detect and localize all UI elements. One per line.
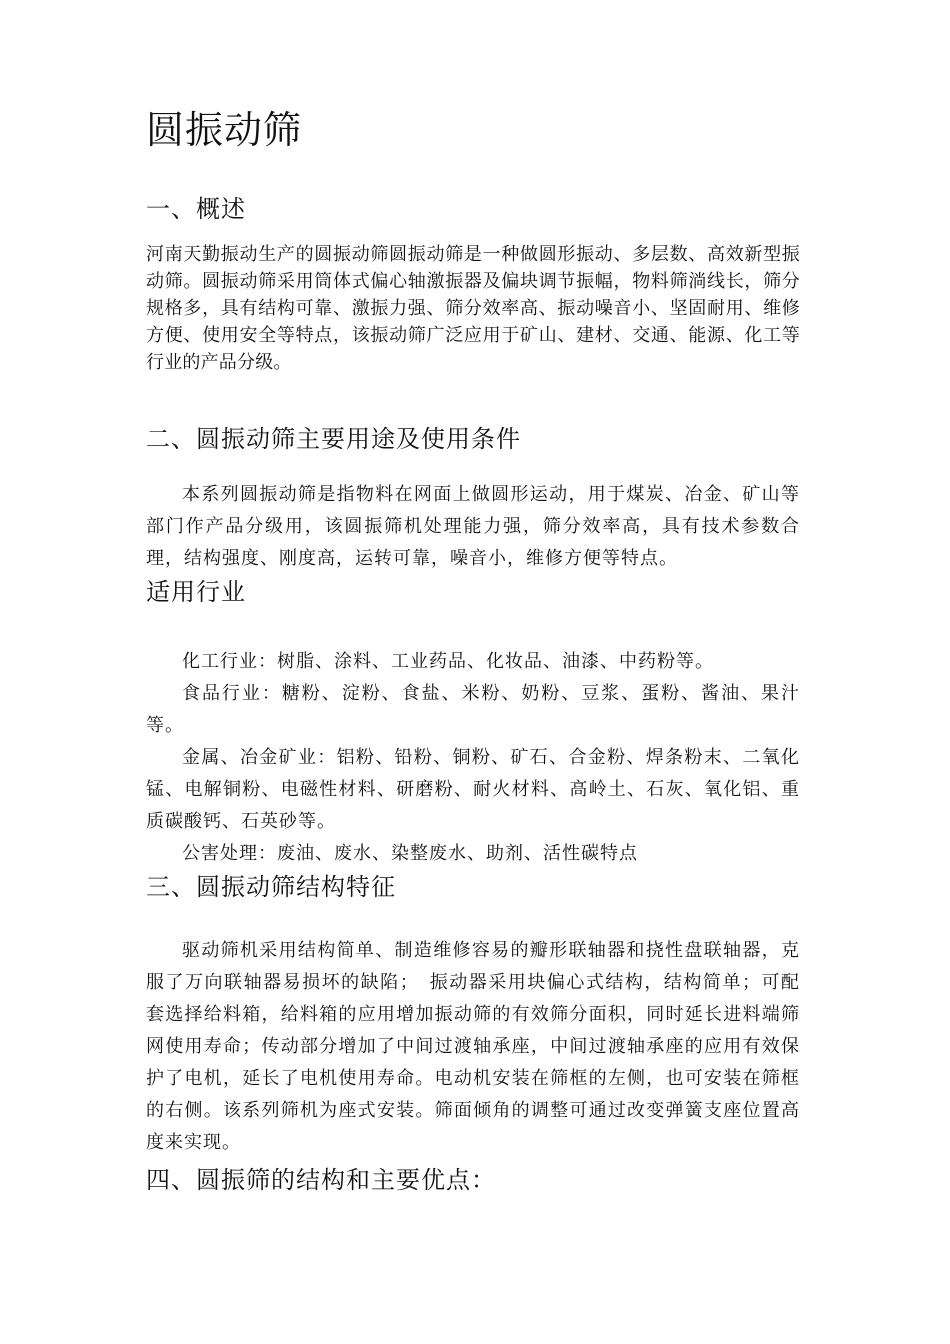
industry-list	[146, 646, 800, 870]
section-heading-advantages: 四、圆振筛的结构和主要优点：	[146, 1166, 496, 1195]
section-paragraph-structure: 驱动筛机采用结构简单、制造维修容易的瓣形联轴器和挠性盘联轴器，克服了万向联轴器易损坏的缺陷； 振动器采用块偏心式结构，结构简单；可配套选择给料箱，给料箱的应用增加振动筛的有效筛分面积，同时延长进料端筛网使用寿命；传动部分增加了中间过渡轴承座，中间过渡轴承座的应用有效保护了电机，延长了电机使用寿命。电动机安装在筛框的左侧，也可安装在筛框的右侧。该系列筛机为座式安装。筛面倾角的调整可通过改变弹簧支座位置高度来实现。	[146, 940, 800, 1154]
section-heading-overview: 一、概述	[146, 194, 246, 223]
industry-item-chemical: 化工行业：树脂、涂料、工业药品、化妆品、油漆、中药粉等。	[182, 651, 714, 673]
industry-item-metal: 金属、冶金矿业：铝粉、铅粉、铜粉、矿石、合金粉、焊条粉末、二氧化锰、电解铜粉、电磁性材料、研磨粉、耐火材料、高岭土、石灰、氧化铝、重质碳酸钙、石英砂等。	[146, 747, 800, 833]
subheading-industries: 适用行业	[146, 577, 246, 606]
section-paragraph-overview: 河南天勤振动生产的圆振动筛圆振动筛是一种做圆形振动、多层数、高效新型振动筛。圆振动筛采用筒体式偏心轴激振器及偏块调节振幅，物料筛淌线长，筛分规格多，具有结构可靠、激振力强、筛分效率高、振动噪音小、坚固耐用、维修方便、使用安全等特点，该振动筛广泛应用于矿山、建材、交通、能源、化工等行业的产品分级。	[146, 243, 800, 373]
section-paragraph-usage: 本系列圆振动筛是指物料在网面上做圆形运动，用于煤炭、冶金、矿山等部门作产品分级用，该圆振筛机处理能力强，筛分效率高，具有技术参数合理，结构强度、刚度高，运转可靠，噪音小，维修方便等特点。	[146, 483, 800, 569]
industry-item-pollution: 公害处理：废油、废水、染整废水、助剂、活性碳特点	[182, 843, 638, 865]
industry-item-food: 食品行业：糖粉、淀粉、食盐、米粉、奶粉、豆浆、蛋粉、酱油、果汁等。	[146, 683, 800, 737]
document-title: 圆振动筛	[146, 108, 303, 152]
section-heading-structure: 三、圆振动筛结构特征	[146, 873, 396, 902]
section-heading-usage: 二、圆振动筛主要用途及使用条件	[146, 424, 521, 453]
